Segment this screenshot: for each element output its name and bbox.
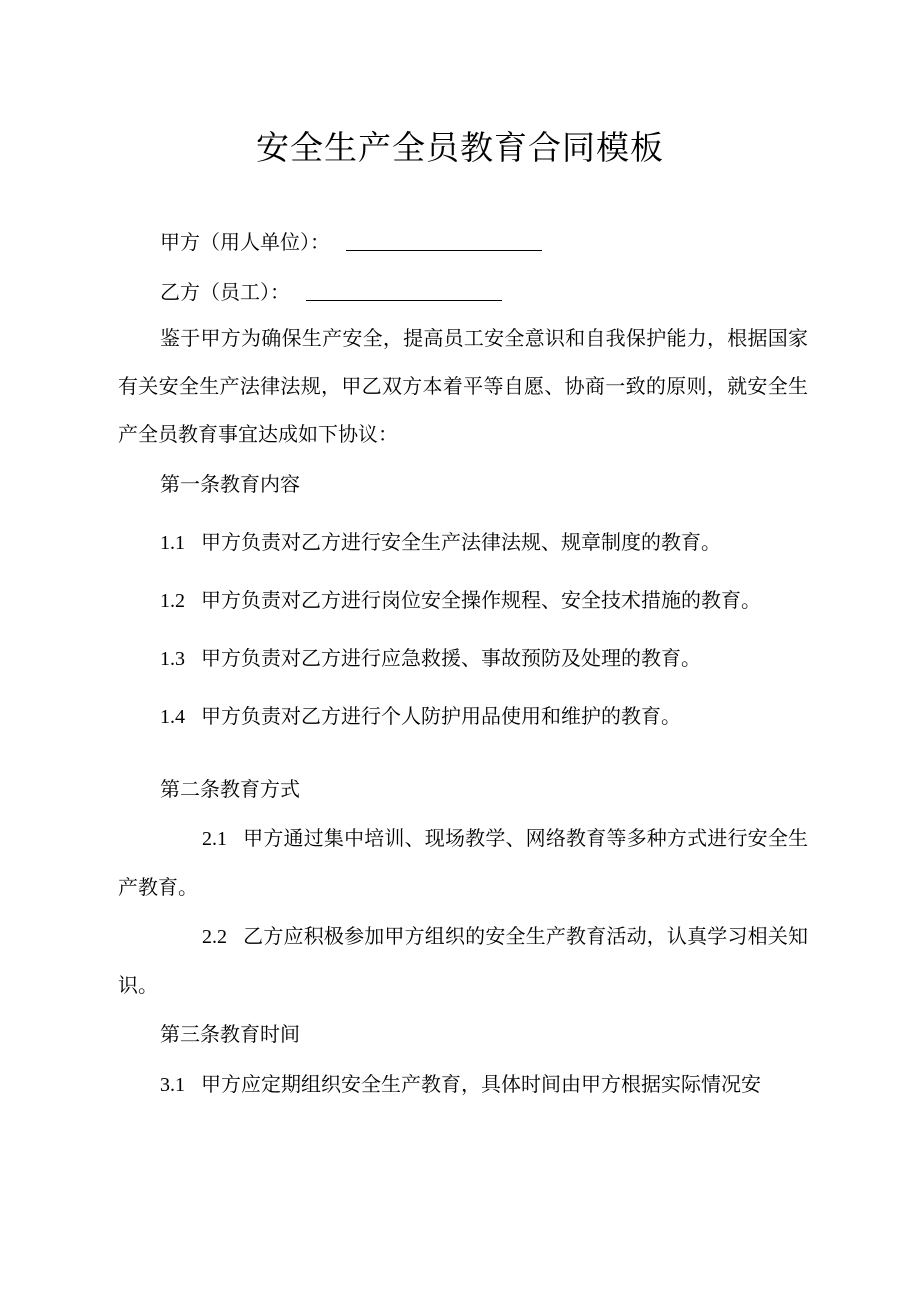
clause-number: 2.1	[202, 828, 227, 850]
clause-text: 甲方负责对乙方进行个人防护用品使用和维护的教育。	[201, 704, 681, 728]
intro-paragraph: 鉴于甲方为确保生产安全，提高员工安全意识和自我保护能力，根据国家有关安全生产法律法规，甲乙双方本着平等自愿、协商一致的原则，就安全生产全员教育事宜达成如下协议：	[118, 326, 808, 446]
clause-number: 1.2	[160, 590, 185, 612]
clause-number: 2.2	[202, 926, 227, 948]
party-b-label: 乙方（员工）：	[160, 280, 290, 304]
clause-number: 1.1	[160, 532, 185, 554]
clause-1-4	[160, 701, 681, 732]
party-b-line	[160, 277, 502, 307]
clause-text: 甲方通过集中培训、现场教学、网络教育等多种方式进行安全生产教育。	[118, 826, 808, 899]
clause-text: 甲方负责对乙方进行岗位安全操作规程、安全技术措施的教育。	[201, 588, 761, 612]
clause-1-1	[160, 527, 721, 558]
clause-2-2	[118, 912, 808, 1009]
clause-text: 乙方应积极参加甲方组织的安全生产教育活动，认真学习相关知识。	[118, 924, 808, 997]
clause-3-1	[160, 1069, 761, 1100]
clause-text: 甲方应定期组织安全生产教育，具体时间由甲方根据实际情况安	[201, 1072, 761, 1096]
party-a-line	[160, 227, 542, 257]
article1-heading: 第一条教育内容	[160, 472, 300, 496]
article2-heading: 第二条教育方式	[160, 777, 300, 801]
clause-text: 甲方负责对乙方进行安全生产法律法规、规章制度的教育。	[201, 530, 721, 554]
party-b-blank	[306, 280, 502, 301]
clause-1-2	[160, 585, 761, 616]
document-title: 安全生产全员教育合同模板	[256, 128, 664, 167]
party-a-blank	[346, 230, 542, 251]
party-a-label: 甲方（用人单位）：	[160, 230, 330, 254]
article3-heading: 第三条教育时间	[160, 1022, 300, 1046]
clause-number: 1.3	[160, 648, 185, 670]
clause-text: 甲方负责对乙方进行应急救援、事故预防及处理的教育。	[201, 646, 701, 670]
clause-number: 1.4	[160, 706, 185, 728]
clause-2-1	[118, 814, 808, 911]
clause-number: 3.1	[160, 1074, 185, 1096]
clause-1-3	[160, 643, 701, 674]
